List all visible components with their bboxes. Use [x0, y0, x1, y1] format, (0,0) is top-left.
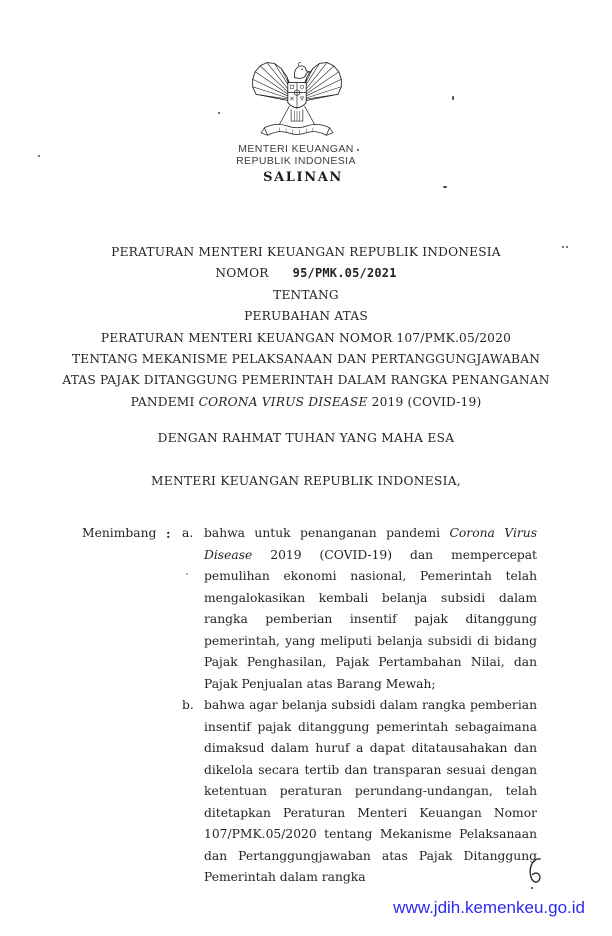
- number-value: 95/PMK.05/2021: [292, 266, 397, 281]
- scan-artifact: [452, 96, 454, 100]
- scan-artifact: [443, 186, 447, 188]
- scan-artifact: [566, 246, 568, 248]
- copy-stamp: SALINAN: [263, 170, 343, 185]
- item-a-text-post: 2019 (COVID-19) dan mempercepat pemulihan ekonomi nasional, Pemerintah telah mengalokasikan kembali belanja subsidi dalam rangka pemberian insentif pajak ditanggung pemerintah, yang meliputi belanja subsidi di bidang Pajak Penghasilan, Pajak Pertambahan Nilai, dan Pajak Penjualan atas Barang Mewah;: [204, 547, 537, 691]
- handwritten-initial-svg: [518, 856, 550, 894]
- scan-artifact: [357, 149, 359, 151]
- handwritten-initial-mark: [518, 856, 550, 894]
- subject-line-5-italic: CORONA VIRUS DISEASE: [198, 394, 368, 409]
- scan-artifact: [562, 246, 564, 248]
- subject-line-1: PERUBAHAN ATAS: [244, 309, 368, 324]
- jdih-website-link[interactable]: www.jdih.kemenkeu.go.id: [393, 898, 585, 917]
- item-a-text-italic: Corona Virus Disease: [204, 526, 537, 562]
- subject-line-3: TENTANG MEKANISME PELAKSANAAN DAN PERTANGGUNGJAWABAN: [71, 352, 541, 367]
- regulation-number-line: [0, 263, 612, 284]
- garuda-pancasila-emblem: [251, 60, 343, 142]
- item-b-marker: b.: [182, 698, 194, 712]
- garuda-pancasila-emblem-svg: [251, 60, 343, 142]
- considering-label: Menimbang: [82, 526, 157, 540]
- about-label: TENTANG: [273, 287, 339, 302]
- considering-separator: :: [166, 526, 171, 541]
- considering-item-b: [182, 695, 537, 889]
- subject-line-2: PERATURAN MENTERI KEUANGAN NOMOR 107/PMK.05/2020: [100, 330, 512, 345]
- regulation-heading: PERATURAN MENTERI KEUANGAN REPUBLIK INDONESIA: [111, 245, 501, 259]
- scan-artifact: [218, 112, 220, 114]
- regulation-title-block: [0, 242, 612, 413]
- issuer-line: MENTERI KEUANGAN REPUBLIK INDONESIA,: [151, 474, 461, 488]
- subject-line-5-post: 2019 (COVID-19): [367, 394, 482, 409]
- ministry-name: MENTERI KEUANGAN: [238, 143, 354, 155]
- ministry-letterhead: [0, 144, 592, 167]
- item-b-text: bahwa agar belanja subsidi dalam rangka pemberian insentif pajak ditanggung pemerintah sebagaimana dimaksud dalam huruf a dapat ditatausahakan dan dikelola secara tertib dan transparan sesuai dengan ketentuan peraturan perundang-undangan, telah ditetapkan Peraturan Menteri Keuangan Nomor 107/PMK.05/2020 tentang Mekanisme Pelaksanaan dan Pertanggungjawaban atas Pajak Ditanggung Pemerintah dalam rangka: [204, 698, 537, 884]
- number-label: NOMOR: [215, 266, 269, 281]
- considering-section: [82, 523, 537, 889]
- subject-line-4: ATAS PAJAK DITANGGUNG PEMERINTAH DALAM RANGKA PENANGANAN: [62, 373, 550, 388]
- invocation-line: DENGAN RAHMAT TUHAN YANG MAHA ESA: [157, 431, 455, 445]
- considering-item-a: [182, 523, 537, 695]
- scan-artifact: [186, 573, 188, 575]
- subject-line-5: [0, 392, 612, 413]
- item-a-marker: a.: [182, 526, 194, 540]
- item-a-text: [204, 523, 537, 695]
- scan-artifact: [38, 155, 40, 157]
- ministry-country: REPUBLIK INDONESIA: [236, 154, 356, 167]
- subject-line-5-pre: PANDEMI: [130, 394, 199, 409]
- item-a-text-pre: bahwa untuk penanganan pandemi: [204, 526, 450, 540]
- considering-items: [182, 523, 537, 889]
